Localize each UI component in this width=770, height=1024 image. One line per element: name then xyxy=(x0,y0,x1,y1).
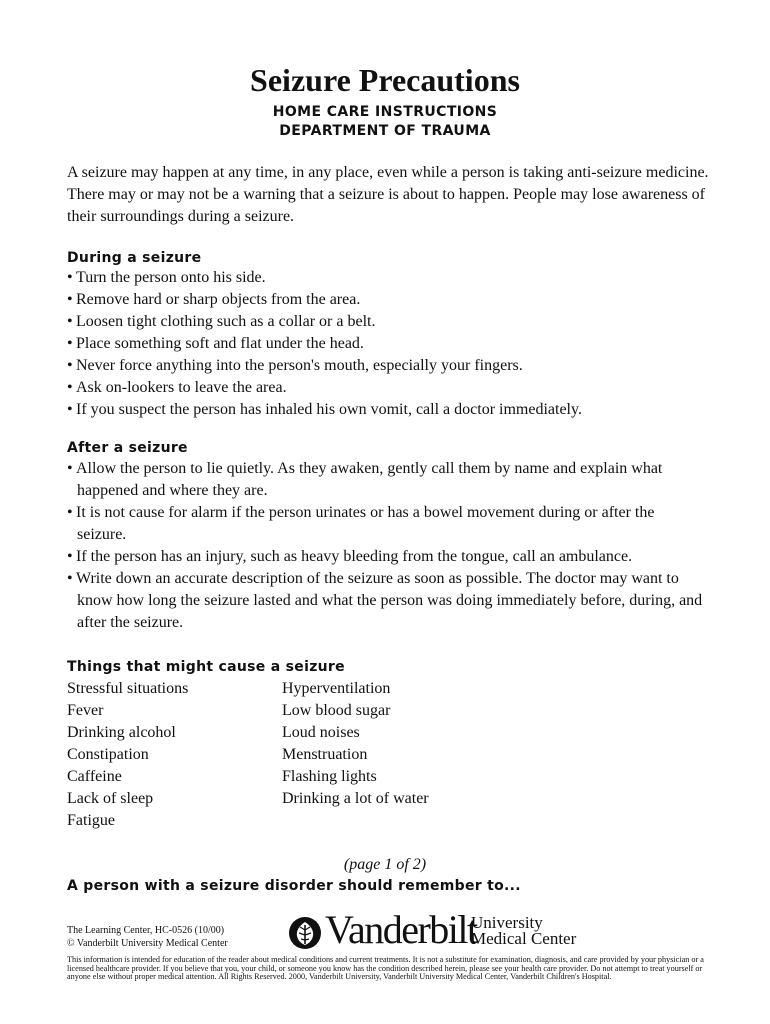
list-item: Hyperventilation xyxy=(282,680,391,697)
subtitle-department: DEPARTMENT OF TRAUMA xyxy=(279,123,491,139)
list-item: Caffeine xyxy=(67,768,122,785)
logo-subtitle: University Medical Center xyxy=(471,913,577,948)
list-item: Fever xyxy=(67,702,104,719)
list-item: Constipation xyxy=(67,746,149,763)
list-item: Lack of sleep xyxy=(67,790,154,807)
list-item: Loud noises xyxy=(282,724,360,741)
list-item: • Remove hard or sharp objects from the area. xyxy=(67,291,361,308)
list-item: • Write down an accurate description of the seizure as soon as possible. The doctor may want to know how long the seizure lasted and what the person was doing immediately before, during, and after the seizure. xyxy=(67,570,703,631)
list-item: • Never force anything into the person's mouth, especially your fingers. xyxy=(67,357,523,374)
copyright-notice: © Vanderbilt University Medical Center xyxy=(67,938,228,949)
list-item: • If the person has an injury, such as heavy bleeding from the tongue, call an ambulance. xyxy=(67,548,633,565)
list-item: • Place something soft and flat under the head. xyxy=(67,335,364,352)
causes-column-1 xyxy=(67,678,188,832)
causes-column-2 xyxy=(282,678,429,810)
logo-wordmark: Vanderbilt xyxy=(325,907,477,952)
during-seizure-list xyxy=(67,267,717,421)
after-seizure-heading: After a seizure xyxy=(67,440,188,456)
subtitle-home-care: HOME CARE INSTRUCTIONS xyxy=(272,104,498,120)
list-item: Menstruation xyxy=(282,746,368,763)
disclaimer: This information is intended for education of the reader about medical conditions and current treatments. It is not a substitute for examination, diagnosis, and care provided by your physician or a licensed healthcare provider. If you believe that you, your child, or someone you know has the condition described herein, please see your health care provider. Do not attempt to treat yourself or anyone else without proper medical attention. All Rights Reserved. 2000, Vanderbilt University, Vanderbilt University Medical Center, Vanderbilt Children's Hospital. xyxy=(67,955,704,982)
oak-leaf-icon xyxy=(288,916,322,950)
list-item: • Turn the person onto his side. xyxy=(67,269,266,286)
list-item: Low blood sugar xyxy=(282,702,391,719)
page-title: Seizure Precautions xyxy=(250,62,520,98)
after-seizure-list xyxy=(67,458,707,634)
page-indicator: (page 1 of 2) xyxy=(343,856,427,873)
list-item: • It is not cause for alarm if the person urinates or has a bowel movement during or after the seizure. xyxy=(67,504,655,543)
list-item: Drinking alcohol xyxy=(67,724,176,741)
document-id: The Learning Center, HC-0526 (10/00) xyxy=(67,925,225,936)
intro-paragraph: A seizure may happen at any time, in any place, even while a person is taking anti-seizure medicine. There may or may not be a warning that a seizure is about to happen. People may lose awareness of their surroundings during a seizure. xyxy=(67,164,709,225)
list-item: Stressful situations xyxy=(67,680,189,697)
list-item: Drinking a lot of water xyxy=(282,790,429,807)
remember-heading: A person with a seizure disorder should remember to... xyxy=(67,878,521,894)
during-seizure-heading: During a seizure xyxy=(67,250,202,266)
list-item: • Ask on-lookers to leave the area. xyxy=(67,379,287,396)
footer-info xyxy=(67,924,228,950)
list-item: • Loosen tight clothing such as a collar or a belt. xyxy=(67,313,376,330)
list-item: • Allow the person to lie quietly. As they awaken, gently call them by name and explain what happened and where they are. xyxy=(67,460,663,499)
list-item: • If you suspect the person has inhaled his own vomit, call a doctor immediately. xyxy=(67,401,582,418)
list-item: Fatigue xyxy=(67,812,115,829)
list-item: Flashing lights xyxy=(282,768,377,785)
causes-heading: Things that might cause a seizure xyxy=(67,659,345,675)
